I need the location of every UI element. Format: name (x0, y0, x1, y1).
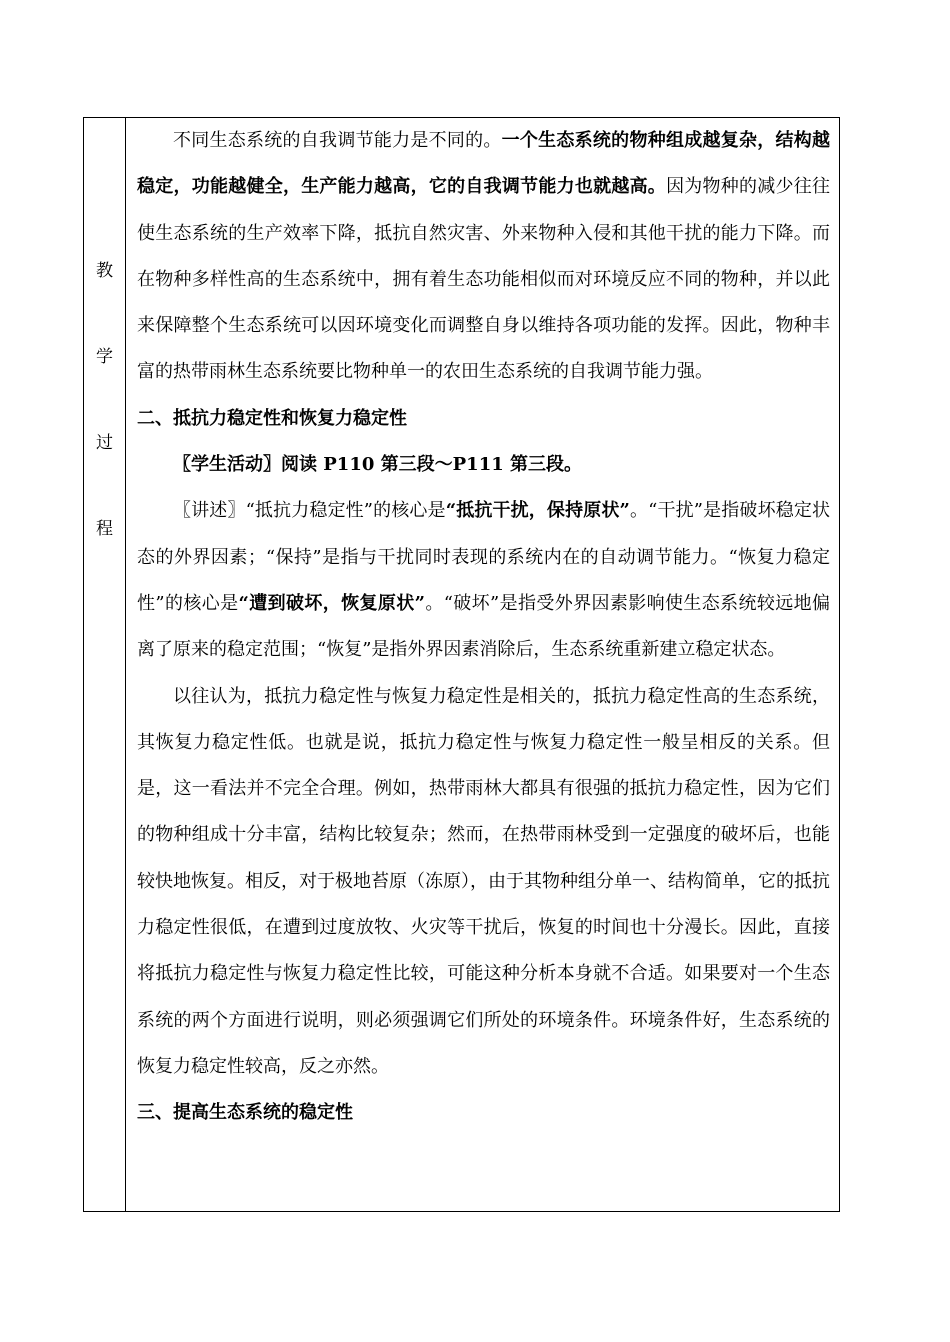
paragraph-definitions: 〖讲述〗“抵抗力稳定性”的核心是“抵抗干扰，保持原状”。“干扰”是指破坏稳定状态的外界因素；“保持”是指与干扰同时表现的系统内在的自动调节能力。“恢复力稳定性”的核心是“遭到破坏，恢复原状”。“破坏”是指受外界因素影响使生态系统较远地偏离了原来的稳定范围；“恢复”是指外界因素消除后，生态系统重新建立稳定状态。 (137, 500, 831, 661)
section-heading-2: 二、抵抗力稳定性和恢复力稳定性 (137, 407, 407, 429)
section-label-char: 程 (96, 519, 113, 539)
section-heading-3: 三、提高生态系统的稳定性 (137, 1102, 353, 1124)
paragraph-relationship: 以往认为，抵抗力稳定性与恢复力稳定性是相关的，抵抗力稳定性高的生态系统，其恢复力稳定性低。也就是说，抵抗力稳定性与恢复力稳定性一般呈相反的关系。但是，这一看法并不完全合理。例如，热带雨林大都具有很强的抵抗力稳定性，因为它们的物种组成十分丰富，结构比较复杂；然而，在热带雨林受到一定强度的破坏后，也能较快地恢复。相反，对于极地苔原（冻原），由于其物种组分单一、结构简单，它的抵抗力稳定性很低，在遭到过度放牧、火灾等干扰后，恢复的时间也十分漫长。因此，直接将抵抗力稳定性与恢复力稳定性比较，可能这种分析本身就不合适。如果要对一个生态系统的两个方面进行说明，则必须强调它们所处的环境条件。环境条件好，生态系统的恢复力稳定性较高，反之亦然。 (137, 685, 830, 1077)
content-cell (137, 118, 830, 1137)
bold-resilience-core: “遭到破坏，恢复原状” (238, 592, 425, 614)
lesson-table (83, 117, 840, 1212)
bold-resistance-core: “抵抗干扰，保持原状” (445, 500, 630, 522)
section-label-char: 学 (96, 347, 113, 367)
section-label-char: 教 (96, 261, 113, 281)
section-label-char: 过 (96, 433, 113, 453)
section-label-column (84, 118, 126, 1211)
bold-key-point: 一个生态系统的物种组成越复杂，结构越稳定，功能越健全，生产能力越高，它的自我调节能力也就越高。 (137, 130, 831, 198)
paragraph-self-regulation: 不同生态系统的自我调节能力是不同的。一个生态系统的物种组成越复杂，结构越稳定，功能越健全，生产能力越高，它的自我调节能力也就越高。因为物种的减少往往使生态系统的生产效率下降，抵抗自然灾害、外来物种入侵和其他干扰的能力下降。而在物种多样性高的生态系统中，拥有着生态功能相似而对环境反应不同的物种，并以此来保障整个生态系统可以因环境变化而调整自身以维持各项功能的发挥。因此，物种丰富的热带雨林生态系统要比物种单一的农田生态系统的自我调节能力强。 (137, 130, 831, 383)
student-activity: 〖学生活动〗阅读 P110 第三段～P111 第三段。 (173, 454, 583, 476)
